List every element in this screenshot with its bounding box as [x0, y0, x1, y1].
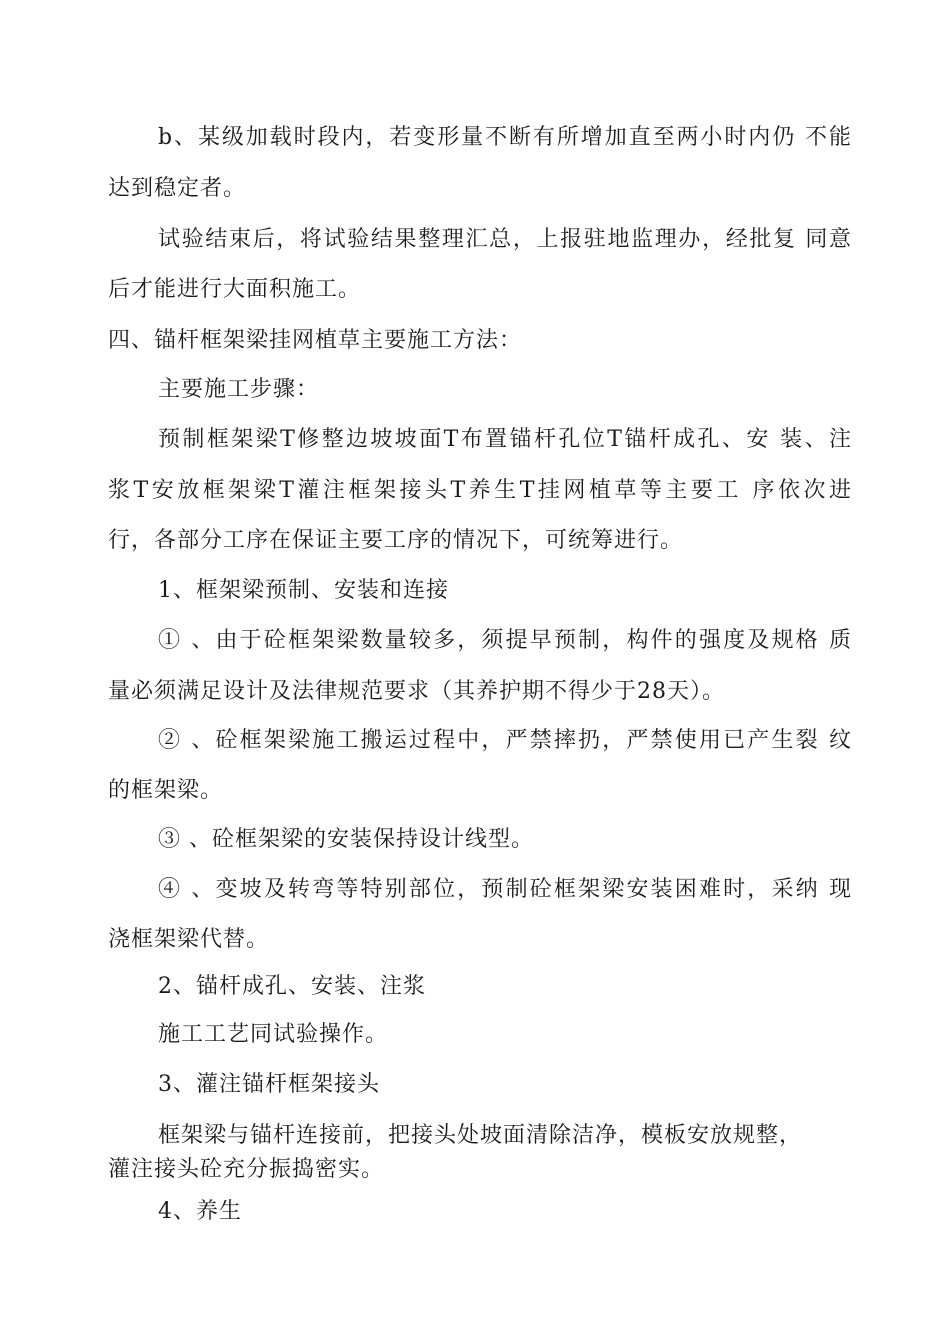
text-line: 框架梁与锚杆连接前，把接头处坡面清除洁净，模板安放规整，: [158, 1123, 803, 1148]
subsection-heading: 4、养生: [158, 1199, 242, 1224]
text-line: 行，各部分工序在保证主要工序的情况下，可统筹进行。: [108, 528, 684, 553]
text-line: 后才能进行大面积施工。: [108, 277, 362, 302]
text-line: 试验结束后，将试验结果整理汇总，上报驻地监理办，经批复 同意: [158, 227, 852, 252]
text-line: 灌注接头砼充分振捣密实。: [108, 1157, 385, 1182]
subsection-heading: 2、锚杆成孔、安装、注浆: [158, 974, 426, 999]
section-heading: 四、锚杆框架梁挂网植草主要施工方法：: [108, 328, 523, 353]
text-line: 的框架梁。: [108, 778, 224, 803]
text-line: ④ 、变坡及转弯等特别部位，预制砼框架梁安装困难时，采纳 现: [158, 877, 852, 902]
subsection-heading: 1、框架梁预制、安装和连接: [158, 578, 449, 603]
text-line: ③ 、砼框架梁的安装保持设计线型。: [158, 827, 534, 852]
text-line: 主要施工步骤：: [158, 377, 320, 402]
text-line: 浇框架梁代替。: [108, 927, 270, 952]
text-line: b、某级加载时段内，若变形量不断有所增加直至两小时内仍 不能: [158, 125, 852, 150]
text-line: 量必须满足设计及法律规范要求（其养护期不得少于28天）。: [108, 679, 725, 704]
text-line: 浆T安放框架梁T灌注框架接头T养生T挂网植草等主要工 序依次进: [108, 478, 852, 503]
subsection-heading: 3、灌注锚杆框架接头: [158, 1072, 380, 1097]
text-line: 施工工艺同试验操作。: [158, 1022, 389, 1047]
text-line: 达到稳定者。: [108, 176, 247, 201]
text-line: ② 、砼框架梁施工搬运过程中，严禁摔扔，严禁使用已产生裂 纹: [158, 728, 852, 753]
text-line: ① 、由于砼框架梁数量较多，须提早预制，构件的强度及规格 质: [158, 628, 852, 653]
text-line: 预制框架梁T修整边坡坡面T布置锚杆孔位T锚杆成孔、安 装、注: [158, 427, 852, 452]
